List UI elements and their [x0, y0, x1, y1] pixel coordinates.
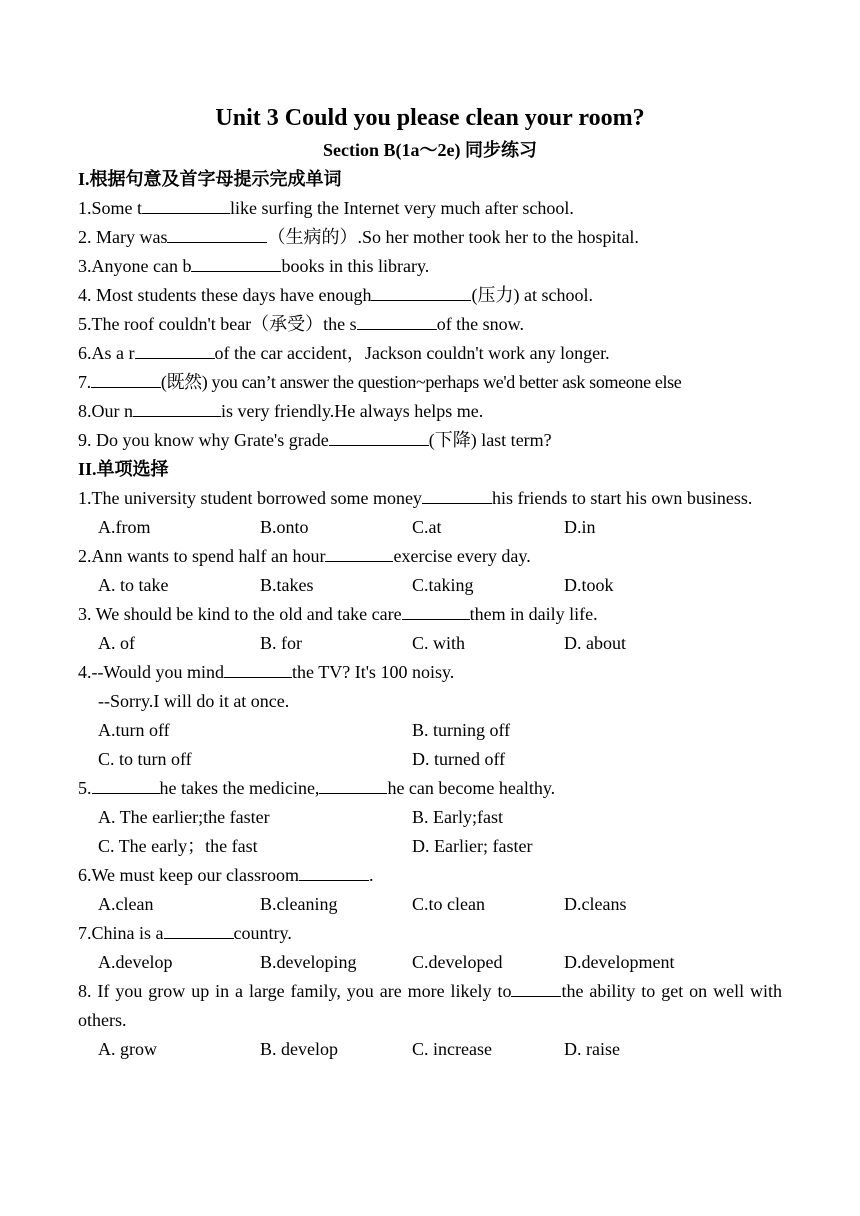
- question-7-options: [78, 948, 782, 977]
- option-c: C.at: [412, 517, 442, 537]
- option-d: D. about: [564, 633, 626, 653]
- answer-blank: [325, 543, 393, 562]
- fill-item-5: 5.The roof couldn't bear（承受）the s of the snow.: [78, 310, 782, 339]
- option-c: C. with: [412, 633, 466, 653]
- question-1: 1.The university student borrowed some money his friends to start his own business.: [78, 484, 782, 513]
- fill-item-7: 7. (既然) you can’t answer the question~perhaps we'd better ask someone else: [78, 368, 782, 397]
- answer-blank: [142, 195, 230, 214]
- option-b: B. turning off: [412, 720, 511, 740]
- option-a: A. to take: [98, 575, 169, 595]
- option-b: B.cleaning: [260, 894, 338, 914]
- question-6: 6.We must keep our classroom .: [78, 861, 782, 890]
- page-subtitle: Section B(1a～2e) 同步练习: [323, 140, 537, 160]
- option-b: B.takes: [260, 575, 314, 595]
- answer-blank: [191, 253, 281, 272]
- question-4: 4.--Would you mind the TV? It's 100 noisy.: [78, 658, 782, 687]
- question-7: 7.China is a country.: [78, 919, 782, 948]
- question-4-options-row-2: [78, 745, 782, 774]
- question-2: 2.Ann wants to spend half an hour exercise every day.: [78, 542, 782, 571]
- answer-blank: [319, 775, 387, 794]
- question-5-options-row-1: [78, 803, 782, 832]
- option-b: B. Early;fast: [412, 807, 503, 827]
- answer-blank: [371, 282, 471, 301]
- option-b: B.onto: [260, 517, 309, 537]
- option-a: A.turn off: [98, 720, 170, 740]
- worksheet: [78, 100, 782, 1064]
- option-c: C. The early；the fast: [98, 836, 258, 856]
- answer-blank: [329, 427, 429, 446]
- answer-blank: [299, 862, 369, 881]
- option-d: D. raise: [564, 1039, 620, 1059]
- answer-blank: [91, 369, 161, 388]
- answer-blank: [167, 224, 267, 243]
- option-c: C.taking: [412, 575, 474, 595]
- fill-item-2: 2. Mary was （生病的）.So her mother took her to the hospital.: [78, 223, 782, 252]
- option-c: C. increase: [412, 1039, 492, 1059]
- option-a: A.from: [98, 517, 151, 537]
- option-a: A. grow: [98, 1039, 157, 1059]
- option-b: B.developing: [260, 952, 357, 972]
- option-b: B. develop: [260, 1039, 338, 1059]
- option-b: B. for: [260, 633, 302, 653]
- question-5-options-row-2: [78, 832, 782, 861]
- fill-item-9: 9. Do you know why Grate's grade (下降) last term?: [78, 426, 782, 455]
- question-4-reply: --Sorry.I will do it at once.: [98, 691, 290, 711]
- fill-item-4: 4. Most students these days have enough (压力) at school.: [78, 281, 782, 310]
- option-d: D.development: [564, 952, 675, 972]
- question-3-options: [78, 629, 782, 658]
- option-d: D. turned off: [412, 749, 506, 769]
- section-1-heading: I.根据句意及首字母提示完成单词: [78, 169, 342, 189]
- answer-blank: [402, 601, 470, 620]
- question-3: 3. We should be kind to the old and take care them in daily life.: [78, 600, 782, 629]
- answer-blank: [92, 775, 160, 794]
- question-1-options: [78, 513, 782, 542]
- option-a: A. The earlier;the faster: [98, 807, 270, 827]
- fill-item-1: 1.Some t like surfing the Internet very much after school.: [78, 194, 782, 223]
- question-6-options: [78, 890, 782, 919]
- fill-item-6: 6.As a r of the car accident，Jackson couldn't work any longer.: [78, 339, 782, 368]
- section-2-heading: II.单项选择: [78, 459, 169, 479]
- option-d: D.cleans: [564, 894, 627, 914]
- answer-blank: [133, 398, 221, 417]
- option-a: A.develop: [98, 952, 173, 972]
- question-8: 8. If you grow up in a large family, you are more likely to the ability to get on well with others.: [78, 977, 782, 1035]
- question-5: 5. he takes the medicine, he can become healthy.: [78, 774, 782, 803]
- answer-blank: [164, 920, 234, 939]
- answer-blank: [135, 340, 215, 359]
- fill-item-3: 3.Anyone can b books in this library.: [78, 252, 782, 281]
- answer-blank: [422, 485, 492, 504]
- question-8-options: [78, 1035, 782, 1064]
- fill-item-8: 8.Our n is very friendly.He always helps me.: [78, 397, 782, 426]
- question-2-options: [78, 571, 782, 600]
- option-c: C.to clean: [412, 894, 485, 914]
- answer-blank: [357, 311, 437, 330]
- option-c: C. to turn off: [98, 749, 192, 769]
- page-title: Unit 3 Could you please clean your room?: [215, 105, 645, 131]
- question-4-options-row-1: [78, 716, 782, 745]
- answer-blank: [511, 978, 561, 997]
- option-a: A.clean: [98, 894, 154, 914]
- option-d: D. Earlier; faster: [412, 836, 533, 856]
- option-a: A. of: [98, 633, 135, 653]
- option-d: D.in: [564, 517, 596, 537]
- option-c: C.developed: [412, 952, 503, 972]
- option-d: D.took: [564, 575, 614, 595]
- answer-blank: [224, 659, 292, 678]
